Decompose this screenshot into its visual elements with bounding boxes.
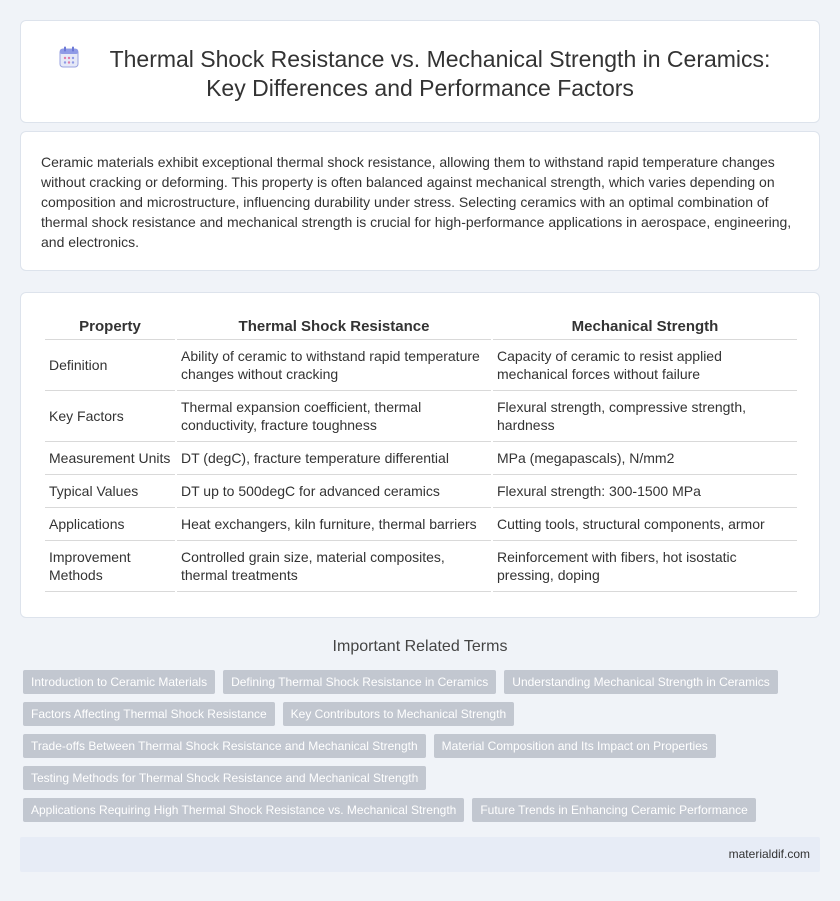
title-line-2: Key Differences and Performance Factors xyxy=(206,75,634,101)
title-card xyxy=(20,20,820,123)
term-tag[interactable]: Future Trends in Enhancing Ceramic Performance xyxy=(472,798,755,822)
footer-site[interactable]: materialdif.com xyxy=(728,847,810,861)
table-cell: Cutting tools, structural components, armor xyxy=(493,508,797,541)
table-cell: MPa (megapascals), N/mm2 xyxy=(493,442,797,475)
footer xyxy=(20,837,820,872)
page-title xyxy=(21,45,819,103)
title-line-1: Thermal Shock Resistance vs. Mechanical Strength in Ceramics: xyxy=(109,46,771,72)
table-cell: DT (degC), fracture temperature differential xyxy=(177,442,491,475)
term-tag[interactable]: Key Contributors to Mechanical Strength xyxy=(283,702,514,726)
term-tag[interactable]: Introduction to Ceramic Materials xyxy=(23,670,215,694)
related-terms-list xyxy=(23,670,813,830)
intro-paragraph: Ceramic materials exhibit exceptional thermal shock resistance, allowing them to withstand rapid temperature changes without cracking or deforming. This property is often balanced against mechanical strength, which varies depending on composition and microstructure, influencing durability under stress. Selecting ceramics with an optimal combination of thermal shock resistance and mechanical strength is crucial for high-performance applications in aerospace, engineering, and electronics. xyxy=(41,154,792,250)
table-cell: Definition xyxy=(45,340,175,391)
table-row xyxy=(45,541,797,592)
column-header: Thermal Shock Resistance xyxy=(177,314,491,340)
term-tag[interactable]: Testing Methods for Thermal Shock Resistance and Mechanical Strength xyxy=(23,766,426,790)
term-tag[interactable]: Trade-offs Between Thermal Shock Resistance and Mechanical Strength xyxy=(23,734,426,758)
table-cell: Capacity of ceramic to resist applied mechanical forces without failure xyxy=(493,340,797,391)
term-tag[interactable]: Factors Affecting Thermal Shock Resistance xyxy=(23,702,275,726)
intro-card xyxy=(20,131,820,271)
column-header: Mechanical Strength xyxy=(493,314,797,340)
table-cell: Ability of ceramic to withstand rapid temperature changes without cracking xyxy=(177,340,491,391)
table-row xyxy=(45,340,797,391)
table-cell: Flexural strength: 300-1500 MPa xyxy=(493,475,797,508)
term-tag[interactable]: Understanding Mechanical Strength in Ceramics xyxy=(504,670,777,694)
term-tag[interactable]: Applications Requiring High Thermal Shock Resistance vs. Mechanical Strength xyxy=(23,798,464,822)
table-cell: Thermal expansion coefficient, thermal conductivity, fracture toughness xyxy=(177,391,491,442)
comparison-table-card xyxy=(20,292,820,618)
table-cell: Improvement Methods xyxy=(45,541,175,592)
table-cell: Measurement Units xyxy=(45,442,175,475)
related-terms-title: Important Related Terms xyxy=(332,638,508,655)
table-cell: Reinforcement with fibers, hot isostatic pressing, doping xyxy=(493,541,797,592)
table-cell: Heat exchangers, kiln furniture, thermal barriers xyxy=(177,508,491,541)
term-tag[interactable]: Defining Thermal Shock Resistance in Ceramics xyxy=(223,670,496,694)
term-tag[interactable]: Material Composition and Its Impact on Properties xyxy=(434,734,716,758)
table-header-row xyxy=(45,314,797,340)
table-cell: DT up to 500degC for advanced ceramics xyxy=(177,475,491,508)
table-row xyxy=(45,391,797,442)
table-cell: Typical Values xyxy=(45,475,175,508)
table-cell: Controlled grain size, material composites, thermal treatments xyxy=(177,541,491,592)
table-row xyxy=(45,442,797,475)
table-cell: Flexural strength, compressive strength, hardness xyxy=(493,391,797,442)
table-cell: Key Factors xyxy=(45,391,175,442)
table-cell: Applications xyxy=(45,508,175,541)
comparison-table xyxy=(43,314,799,592)
column-header: Property xyxy=(45,314,175,340)
table-row xyxy=(45,508,797,541)
table-row xyxy=(45,475,797,508)
